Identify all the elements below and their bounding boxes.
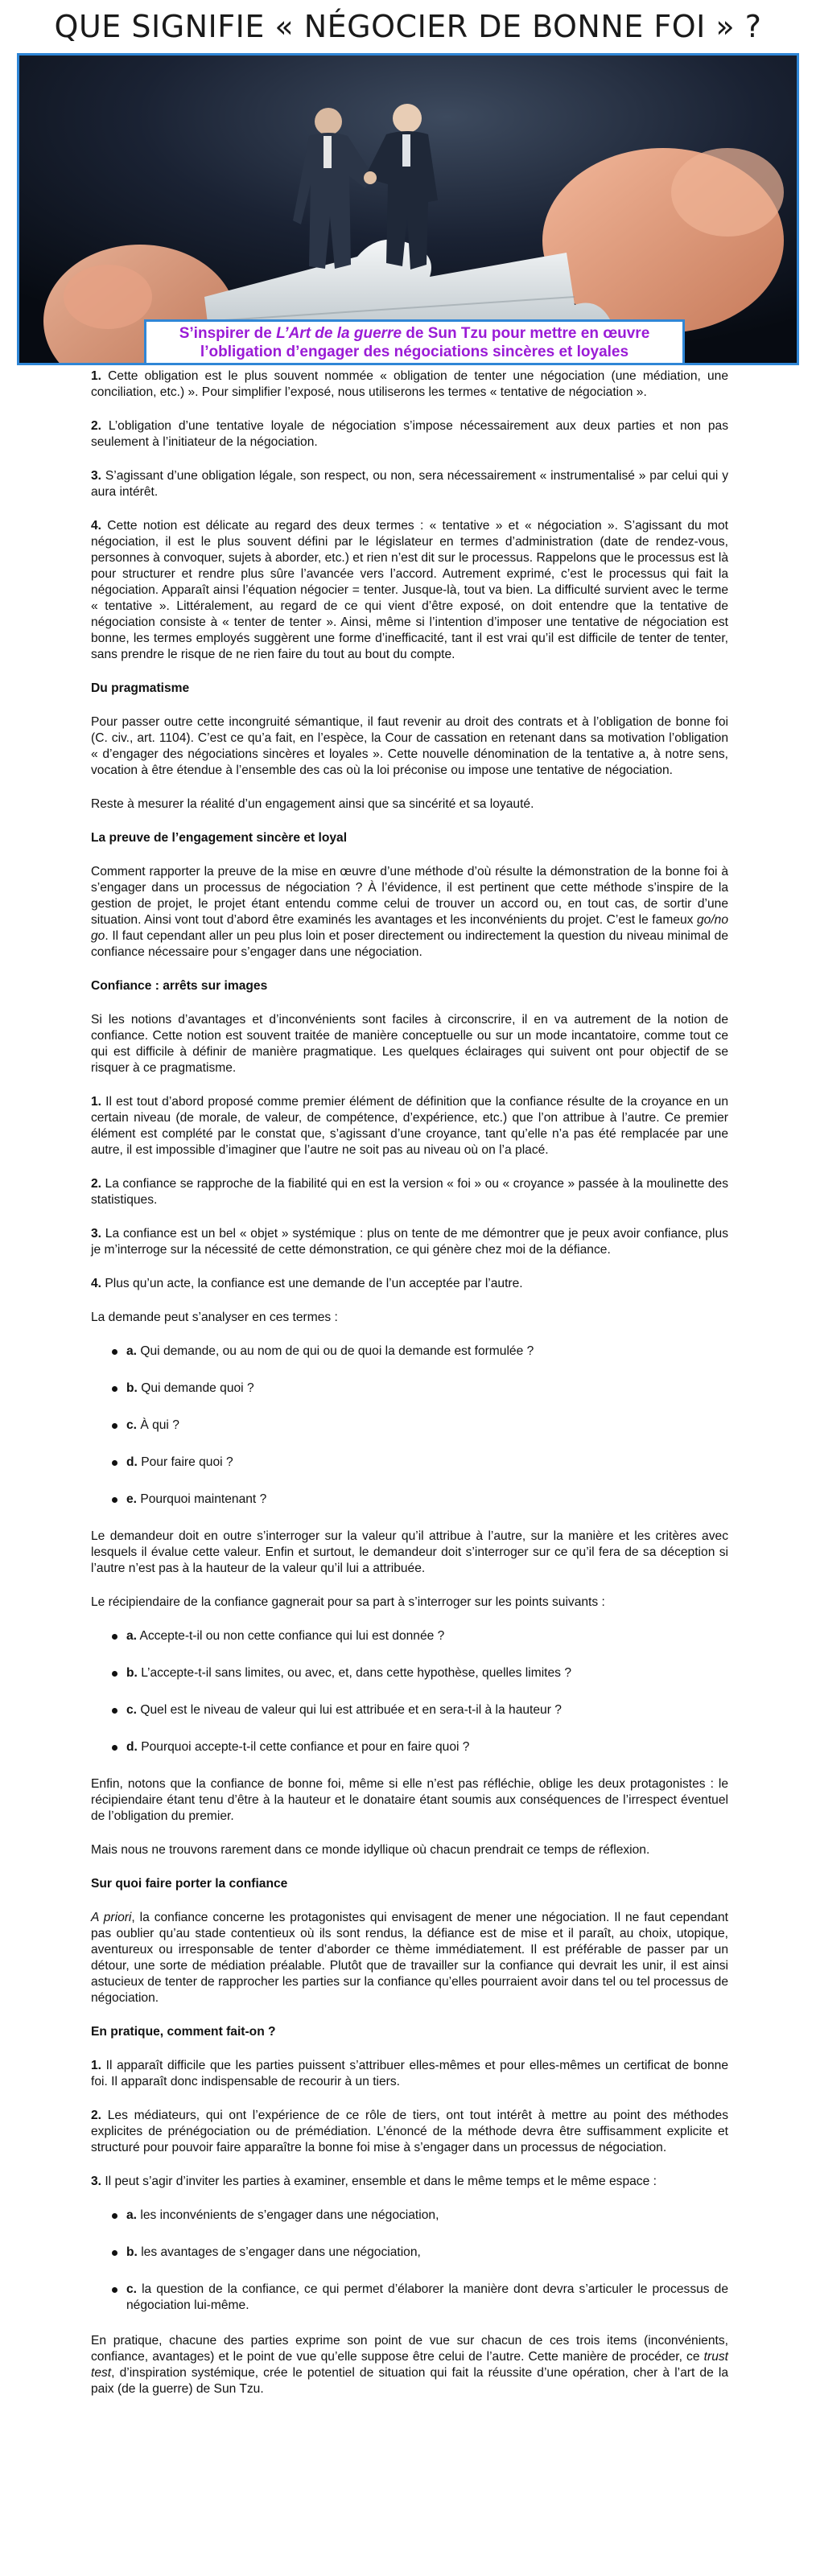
pratique-point-1: 1. Il apparaît difficile que les parties puissent s’attribuer elles-mêmes et pour elles-mêmes un certificat de bonne foi. Il apparaît donc indispensable de recourir à un tiers. bbox=[91, 2059, 728, 2088]
page-title: QUE SIGNIFIE « NÉGOCIER DE BONNE FOI » ? bbox=[54, 9, 762, 44]
intro-point-1: 1. Cette obligation est le plus souvent nommée « obligation de tenter une négociation (une médiation, une conciliation, etc.) ». Pour simplifier l’exposé, nous utiliserons les termes « tentative de négociation ». bbox=[91, 369, 728, 399]
article-body bbox=[91, 368, 728, 2415]
confiance-point-4: 4. Plus qu’un acte, la confiance est une demande de l’un acceptée par l’autre. bbox=[91, 1277, 523, 1290]
confiance-point-1: 1. Il est tout d’abord proposé comme premier élément de définition que la confiance résulte de la croyance en un certain niveau (de morale, de valeur, de compétence, d’expérience, etc.) que l’on attribue à l’autre. Ce premier élément est complété par le constat que, s’agissant d’une croyance, tant qu’elle n’a pas été remplacée par une autre, il est impossible d’imaginer que l’autre ne soit pas au niveau où on l’a placé. bbox=[91, 1095, 728, 1157]
paragraph: Enfin, notons que la confiance de bonne foi, même si elle n’est pas réfléchie, oblige les deux protagonistes : le récipiendaire étant tenu d’être à la hauteur et le donataire étant soumis aux conséquences de l’irrespect éventuel de l’obligation du premier. bbox=[91, 1777, 728, 1823]
confiance-point-2: 2. La confiance se rapproche de la fiabilité qui en est la version « foi » ou « croyance » passée à la moulinette des statistiques. bbox=[91, 1177, 728, 1207]
pratique-point-3: 3. Il peut s’agir d’inviter les parties à examiner, ensemble et dans le même temps et le même espace : bbox=[91, 2175, 657, 2188]
paragraph: Reste à mesurer la réalité d’un engagement ainsi que sa sincérité et sa loyauté. bbox=[91, 797, 534, 811]
hero-caption: S’inspirer de L’Art de la guerre de Sun Tzu pour mettre en œuvre l’obligation d’engager des négociations sincères et loyales bbox=[144, 319, 685, 363]
heading-pragmatisme: Du pragmatisme bbox=[91, 681, 190, 695]
heading-sur-quoi: Sur quoi faire porter la confiance bbox=[91, 1877, 288, 1891]
list-item: a. Accepte-t-il ou non cette confiance qui lui est donnée ? bbox=[112, 1628, 728, 1644]
paragraph: Si les notions d’avantages et d’inconvénients sont faciles à circonscrire, il en va autrement de la notion de confiance. Cette notion est souvent traitée de manière conceptuelle ou sur un mode incantatoire, comme tout ce qui est difficile à définir de manière pragmatique. Les quelques éclairages qui suivent ont pour objectif de se risquer à ce pragmatisme. bbox=[91, 1013, 728, 1075]
list-item: b. Qui demande quoi ? bbox=[112, 1381, 728, 1397]
list-item: d. Pour faire quoi ? bbox=[112, 1455, 728, 1471]
heading-en-pratique: En pratique, comment fait-on ? bbox=[91, 2025, 276, 2039]
paragraph: La demande peut s’analyser en ces termes : bbox=[91, 1311, 338, 1324]
confiance-point-3: 3. La confiance est un bel « objet » systémique : plus on tente de me démontrer que je peux avoir confiance, plus je m’interroge sur la nécessité de cette démonstration, ce qui génère chez moi de la défiance. bbox=[91, 1227, 728, 1257]
hero-figure bbox=[17, 53, 799, 365]
paragraph: Le demandeur doit en outre s’interroger sur la valeur qu’il attribue à l’autre, sur la manière et les critères avec lesquels il évalue cette valeur. Enfin et surtout, le demandeur doit s’interroger sur ce qu’il fera de sa déception si l’autre n’est pas à la hauteur de la valeur qu’il lui a attribuée. bbox=[91, 1529, 728, 1575]
pratique-list bbox=[112, 2208, 728, 2314]
heading-confiance: Confiance : arrêts sur images bbox=[91, 979, 268, 993]
list-item: c. À qui ? bbox=[112, 1418, 728, 1434]
demande-list bbox=[112, 1344, 728, 1508]
pratique-point-2: 2. Les médiateurs, qui ont l’expérience de ce rôle de tiers, ont tout intérêt à mettre au point des méthodes explicites de prénégociation ou de prémédiation. L’énoncé de la méthode devra être suffisamment explicite et structuré pour pouvoir faire apparaître la bonne foi mise à s’engager dans un processus de négociation. bbox=[91, 2109, 728, 2154]
list-item: c. la question de la confiance, ce qui permet d’élaborer la manière dont devra s’articuler le processus de négociation lui-même. bbox=[112, 2282, 728, 2314]
handshake-puzzle-image bbox=[19, 56, 797, 363]
intro-point-3: 3. S’agissant d’une obligation légale, son respect, ou non, sera nécessairement « instrumentalisé » par celui qui y aura intérêt. bbox=[91, 469, 728, 499]
paragraph: En pratique, chacune des parties exprime son point de vue sur chacun de ces trois items (inconvénients, confiance, avantages) et le point de vue qu’elle suppose être celui de l’autre. Cette manière de procéder, ce trust test, d’inspiration systémique, crée le potentiel de situation qui fait la réussite d’une opération, cher à l’art de la paix (de la guerre) de Sun Tzu. bbox=[91, 2334, 728, 2396]
intro-point-2: 2. L’obligation d’une tentative loyale de négociation s’impose nécessairement aux deux parties et non pas seulement à l’initiateur de la négociation. bbox=[91, 419, 728, 449]
intro-point-4: 4. Cette notion est délicate au regard des deux termes : « tentative » et « négociation ». S’agissant du mot négociation, il est le plus souvent défini par le législateur en termes d’administration (date de rendez-vous, personnes à convoquer, sujets à aborder, etc.) et rien n’est dit sur le processus. Rappelons que le processus est là pour structurer et rendre plus sûre l’avancée vers l’accord. Autrement exprimé, c’est le processus qui fait la négociation. Apparaît ainsi l’équation négocier = tenter. Jusque-là, tout va bien. La difficulté survient avec le terme « tentative ». Littéralement, au regard de ce qui vient d’être exposé, on doit entendre que la tentative de négociation consiste à « tenter de tenter ». Ainsi, même si l’intention d’imposer une tentative de négociation est bonne, les termes employés suggèrent une forme d’inefficacité, tant il est vrai qu’il est difficile de tenter de tenter, sans prendre le risque de ne rien faire du tout au bout du compte. bbox=[91, 519, 728, 661]
paragraph: Mais nous ne trouvons rarement dans ce monde idyllique où chacun prendrait ce temps de réflexion. bbox=[91, 1843, 650, 1857]
paragraph: Pour passer outre cette incongruité sémantique, il faut revenir au droit des contrats et à l’obligation de bonne foi (C. civ., art. 1104). C’est ce qu’a fait, en l’espèce, la Cour de cassation en retenant dans sa motivation l’obligation « d’engager des négociations sincères et loyales ». Cette nouvelle dénomination de la tentative a, à notre sens, vocation à être étendue à l’ensemble des cas où la loi préconise ou impose une tentative de négociation. bbox=[91, 715, 728, 777]
recipiendaire-list bbox=[112, 1628, 728, 1755]
list-item: b. les avantages de s’engager dans une négociation, bbox=[112, 2245, 728, 2261]
paragraph: Comment rapporter la preuve de la mise en œuvre d’une méthode d’où résulte la démonstration de la bonne foi à s’engager dans un processus de négociation ? À l’évidence, il est pertinent que cette méthode s’inspire de la gestion de projet, le projet étant entendu comme celui de trouver un accord ou, en tout cas, de sortir d’une situation. Ainsi vont tout d’abord être examinés les avantages et les inconvénients du projet. C’est le fameux go/no go. Il faut cependant aller un peu plus loin et poser directement ou indirectement la question du niveau minimal de confiance nécessaire pour s’engager dans une négociation. bbox=[91, 865, 728, 959]
list-item: c. Quel est le niveau de valeur qui lui est attribuée et en sera-t-il à la hauteur ? bbox=[112, 1702, 728, 1718]
paragraph: A priori, la confiance concerne les protagonistes qui envisagent de mener une négociation. Il ne faut cependant pas oublier qu’au stade contentieux où ils sont rendus, la défiance est de mise et il paraît, au choix, utopique, aventureux ou irresponsable de tenter d’aborder ce thème immédiatement. Il est préférable de passer par un détour, une sorte de médiation préalable. Plutôt que de travailler sur la confiance qui devrait les unir, il est ainsi astucieux de tenter de rapprocher les parties sur la confiance qu’elles pourraient avoir dans tel ou tel processus de négociation. bbox=[91, 1911, 728, 2005]
list-item: b. L’accepte-t-il sans limites, ou avec, et, dans cette hypothèse, quelles limites ? bbox=[112, 1665, 728, 1681]
list-item: a. les inconvénients de s’engager dans une négociation, bbox=[112, 2208, 728, 2224]
heading-preuve: La preuve de l’engagement sincère et loyal bbox=[91, 831, 348, 845]
list-item: d. Pourquoi accepte-t-il cette confiance et pour en faire quoi ? bbox=[112, 1739, 728, 1755]
paragraph: Le récipiendaire de la confiance gagnerait pour sa part à s’interroger sur les points suivants : bbox=[91, 1595, 605, 1609]
list-item: a. Qui demande, ou au nom de qui ou de quoi la demande est formulée ? bbox=[112, 1344, 728, 1360]
list-item: e. Pourquoi maintenant ? bbox=[112, 1492, 728, 1508]
